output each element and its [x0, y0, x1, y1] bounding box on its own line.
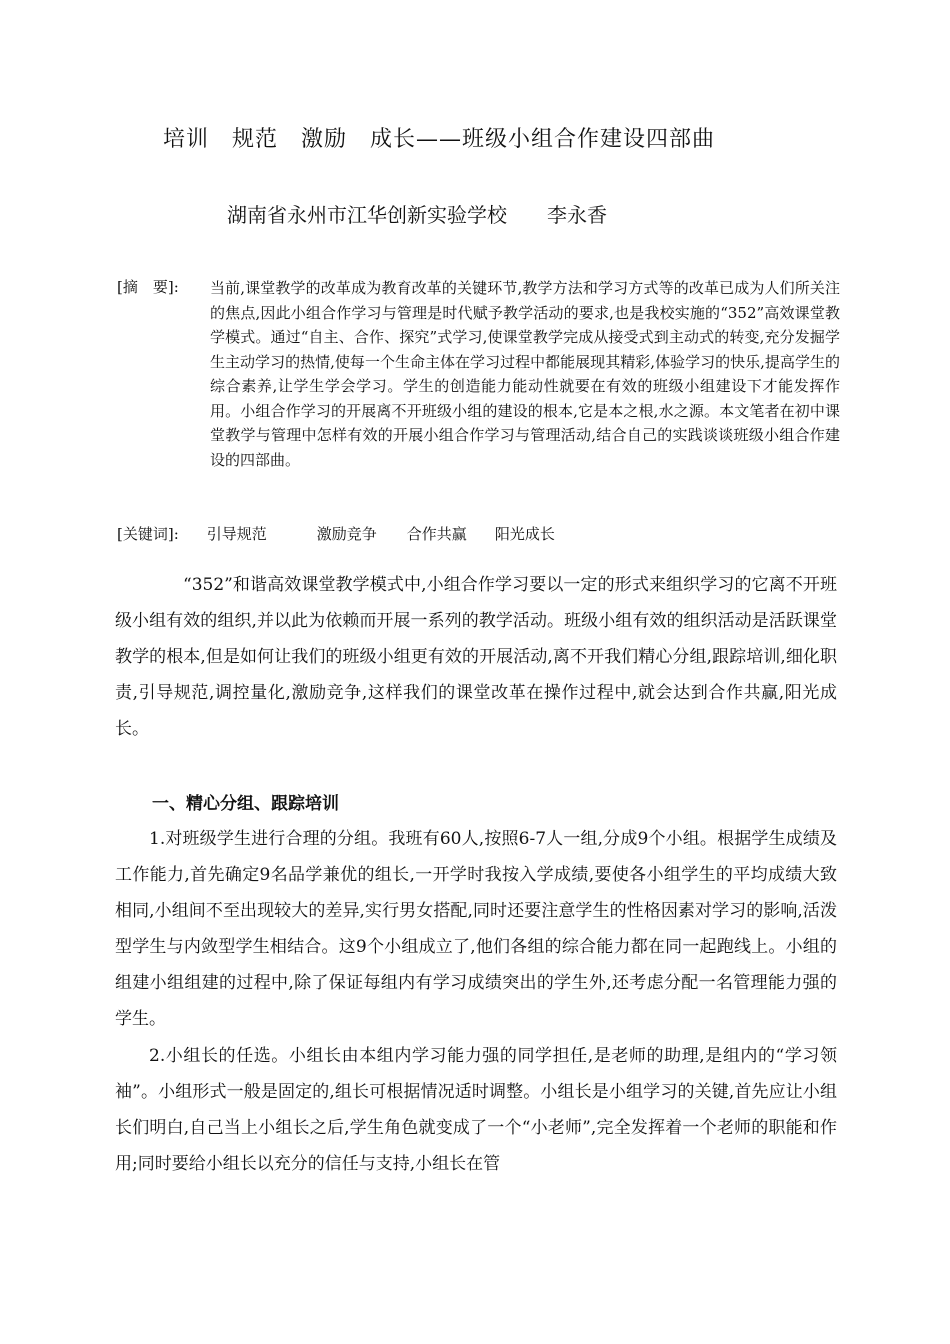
abstract-label: [摘 要]:	[117, 278, 179, 296]
keyword-item: 引导规范	[206, 525, 267, 543]
page-title: 培训 规范 激励 成长——班级小组合作建设四部曲	[163, 127, 716, 152]
keywords-line	[117, 523, 555, 544]
keyword-item: 阳光成长	[494, 525, 555, 543]
intro-paragraph: “352”和谐高效课堂教学模式中,小组合作学习要以一定的形式来组织学习的它离不开班级小组有效的组织,并以此为依赖而开展一系列的教学活动。班级小组有效的组织活动是活跃课堂教学的根本,但是如何让我们的班级小组更有效的开展活动,离不开我们精心分组,跟踪培训,细化职责,引导规范,调控量化,激励竞争,这样我们的课堂改革在操作过程中,就会达到合作共赢,阳光成长。	[115, 575, 837, 739]
abstract-text: 当前,课堂教学的改革成为教育改革的关键环节,教学方法和学习方式等的改革已成为人们所关注的焦点,因此小组合作学习与管理是时代赋予教学活动的要求,也是我校实施的“352”高效课堂教学模式。通过“自主、合作、探究”式学习,使课堂教学完成从接受式到主动式的转变,充分发掘学生主动学习的热情,使每一个生命主体在学习过程中都能展现其精彩,体验学习的快乐,提高学生的综合素养,让学生学会学习。学生的创造能力能动性就要在有效的班级小组建设下才能发挥作用。小组合作学习的开展离不开班级小组的建设的根本,它是本之根,水之源。本文笔者在初中课堂教学与管理中怎样有效的开展小组合作学习与管理活动,结合自己的实践谈谈班级小组合作建设的四部曲。	[210, 279, 840, 469]
keyword-item: 激励竞争	[316, 525, 377, 543]
section-heading: 一、精心分组、跟踪培训	[152, 794, 339, 814]
body-paragraph: 2.小组长的任选。小组长由本组内学习能力强的同学担任,是老师的助理,是组内的“学习领袖”。小组形式一般是固定的,组长可根据情况适时调整。小组长是小组学习的关键,首先应让小组长们明白,自己当上小组长之后,学生角色就变成了一个“小老师”,完全发挥着一个老师的职能和作用;同时要给小组长以充分的信任与支持,小组长在管	[115, 1046, 837, 1174]
keyword-item: 合作共赢	[406, 525, 467, 543]
author-line: 湖南省永州市江华创新实验学校 李永香	[227, 203, 607, 227]
keywords-label: [关键词]:	[117, 525, 179, 543]
body-paragraph: 1.对班级学生进行合理的分组。我班有60人,按照6-7人一组,分成9个小组。根据学生成绩及工作能力,首先确定9名品学兼优的组长,一开学时我按入学成绩,要使各小组学生的平均成绩大致相同,小组间不至出现较大的差异,实行男女搭配,同时还要注意学生的性格因素对学习的影响,活泼型学生与内敛型学生相结合。这9个小组成立了,他们各组的综合能力都在同一起跑线上。小组的组建小组组建的过程中,除了保证每组内有学习成绩突出的学生外,还考虑分配一名管理能力强的学生。	[115, 829, 837, 1029]
